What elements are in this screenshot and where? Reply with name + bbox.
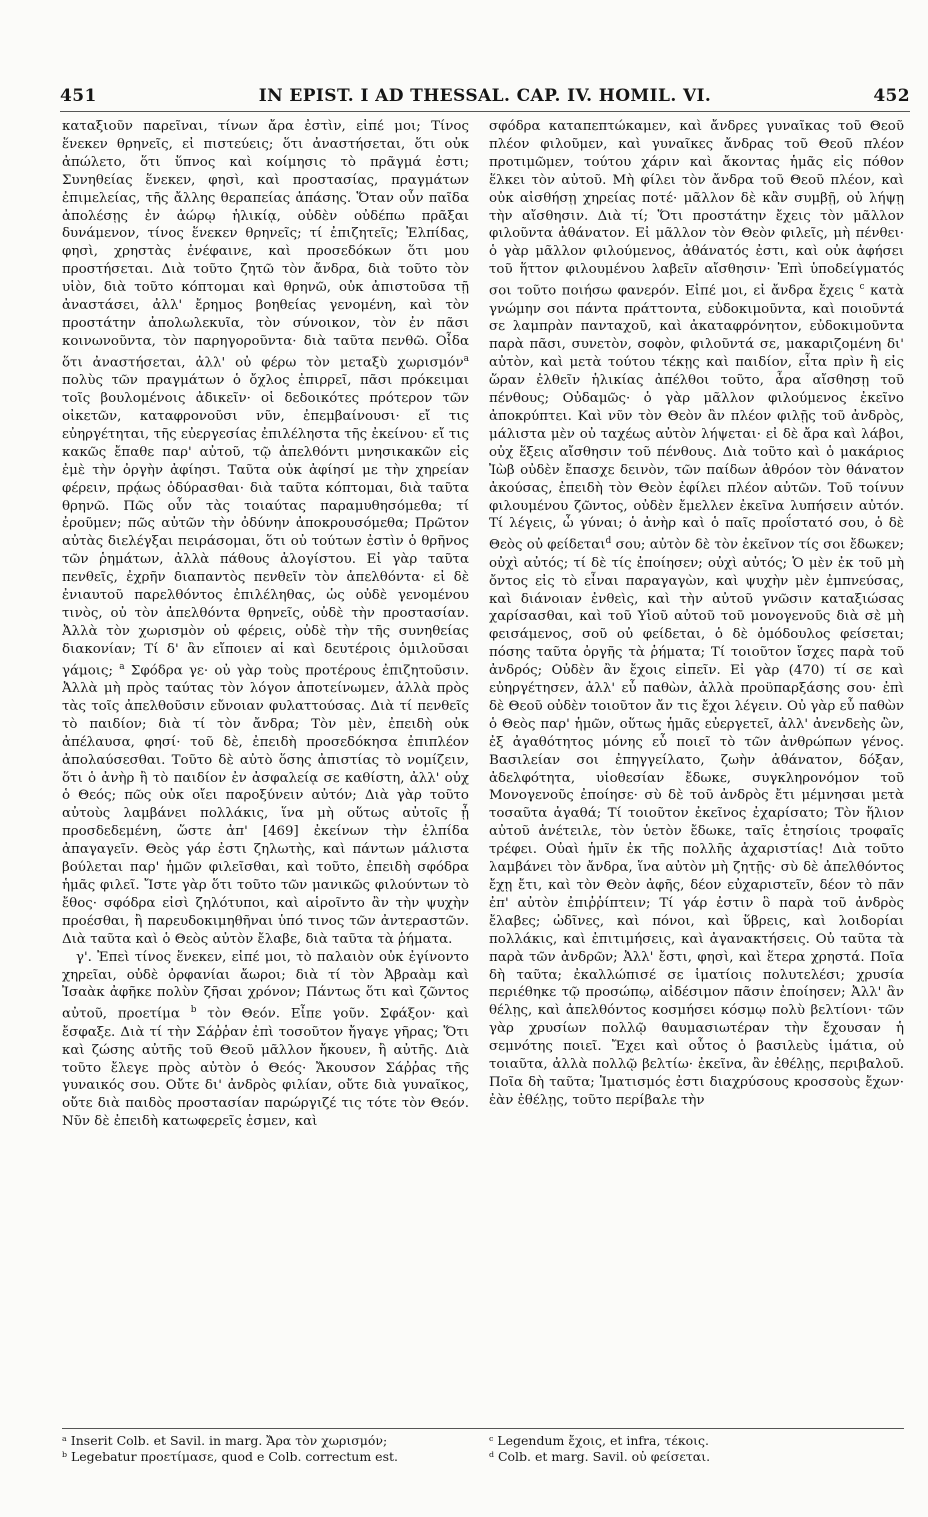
footnotes-left [62,1433,469,1465]
footnote-b: ᵇ Legebatur προετίμασε, quod e Colb. correctum est. [62,1449,398,1464]
page-number-left: 451 [60,86,97,106]
running-header [60,86,910,110]
left-paragraph-2: γ'. Ἐπεὶ τίνος ἕνεκεν, εἰπέ μοι, τὸ παλαιὸν οὐκ ἐγίνοντο χηρεῖαι, οὐδὲ ὀρφανίαι ἄωροι; διὰ τί τὸν Ἀβραὰμ καὶ Ἰσαὰκ ἀφῆκε πολὺν ζῆσαι χρόνον; Πάντως ὅτι καὶ ζῶντος αὐτοῦ, προετίμα $^b$ τὸν Θεόν. Εἶπε γοῦν. Σφάξον· καὶ ἔσφαξε. Διὰ τί τὴν Σάῤῥαν ἐπὶ τοσοῦτον ἤγαγε γῆρας; Ὅτι καὶ ζώσης αὐτῆς τοῦ Θεοῦ μᾶλλον ἤκουεν, ἢ αὐτῆς. Διὰ τοῦτο ἔλεγε πρὸς αὐτὸν ὁ Θεός· Ἄκουσον Σάῤῥας τῆς γυναικός σου. Οὔτε δι' ἀνδρὸς φιλίαν, οὔτε διὰ γυναῖκος, οὔτε διὰ παιδὸς προστασίαν παρώργιζέ τις τότε τὸν Θεόν. Νῦν δὲ ἐπειδὴ κατωφερεῖς ἐσμεν, καὶ [62,949,469,1130]
right-column [489,118,904,1218]
footnote-d: ᵈ Colb. et marg. Savil. οὐ φείσεται. [489,1449,711,1464]
footnote-c: ᶜ Legendum ἔχοις, et infra, τέκοις. [489,1433,710,1448]
right-paragraph-1: σφόδρα καταπεπτώκαμεν, καὶ ἄνδρες γυναῖκας τοῦ Θεοῦ πλέον φιλοῦμεν, καὶ γυναῖκες ἄνδρας τοῦ Θεοῦ πλέον προτιμῶμεν, τούτου χάριν καὶ ἄκοντας ἡμᾶς εἰς πόθον ἕλκει τὸν αὐτοῦ. Μὴ φίλει τὸν ἄνδρα τοῦ Θεοῦ πλέον, καὶ οὐκ αἰσθήσῃ χηρείας ποτέ· μᾶλλον δὲ κἂν συμβῇ, οὐ λήψῃ τὴν αἴσθησιν. Διὰ τί; Ὅτι προστάτην ἔχεις τὸν μᾶλλον φιλοῦντα ἀθάνατον. Εἰ μᾶλλον τὸν Θεὸν φιλεῖς, μὴ πένθει· ὁ γὰρ μᾶλλον φιλούμενος, ἀθάνατός ἐστι, καὶ οὐκ ἀφήσει τοῦ ἥττον φιλουμένου λαβεῖν αἴσθησιν· Ἐπὶ ὑποδείγματός σοι τοῦτο ποιήσω φανερόν. Εἰπέ μοι, εἰ ἄνδρα ἔχεις $^c$ κατὰ γνώμην σοι πάντα πράττοντα, εὐδοκιμοῦντα, καὶ ποιοῦντά σε λαμπρὰν πανταχοῦ, καὶ ἀκαταφρόνητον, εὐδοκιμοῦντα παρὰ πᾶσι, συνετὸν, σοφὸν, φιλοῦντά σε, μακαριζομένη δι' αὐτὸν, καὶ μετὰ τούτου τέκῃς καὶ παιδίον, εἶτα πρὶν ἢ εἰς ὥραν ἐλθεῖν ἡλικίας ἀπέλθοι τοῦτο, ἆρα αἴσθησῃ τοῦ πένθους; Οὐδαμῶς· ὁ γὰρ μᾶλλον φιλούμενος ἐκεῖνο ἀποκρύπτει. Καὶ νῦν τὸν Θεὸν ἂν πλέον φιλῇς τοῦ ἀνδρὸς, μάλιστα μὲν οὐ ταχέως αὐτὸν λήψεται· εἰ δὲ ἄρα καὶ λάβοι, οὐχ ἕξεις αἴσθησιν τοῦ πένθους. Διὰ τοῦτο καὶ ὁ μακάριος Ἰὼβ οὐδὲν ἔπασχε δεινὸν, τῶν παίδων ἀθρόον τὸν θάνατον ἀκούσας, ἐπειδὴ τὸν Θεὸν ἐφίλει πλέον αὐτῶν. Τοῦ τοίνυν φιλουμένου ζῶντος, οὐδὲν ἔμελλεν ἐκεῖνα λυπήσειν αὐτόν. Τί λέγεις, ὦ γύναι; ὁ ἀνὴρ καὶ ὁ παῖς προΐστατό σου, ὁ δὲ Θεὸς οὐ φείδεται$^d$ σου; αὐτὸν δὲ τὸν ἐκεῖνον τίς σοι ἔδωκεν; οὐχὶ αὐτός; τί δὲ τίς ἐποίησεν; οὐχὶ αὐτός; Ὁ μὲν ἐκ τοῦ μὴ ὄντος εἰς τὸ εἶναι παραγαγὼν, καὶ ψυχὴν μὲν ἐμπνεύσας, καὶ διάνοιαν ἐνθεὶς, καὶ τὴν αὐτοῦ γνῶσιν καταξιώσας χαρίσασθαι, καὶ τοῦ Υἱοῦ αὐτοῦ τοῦ μονογενοῦς διὰ σὲ μὴ φεισάμενος, σοῦ οὐ φείδεται, ὁ δὲ ὁμόδουλος φείσεται; πόσης ταῦτα ὀργῆς τὰ ῥήματα; Τί τοιοῦτον ἴσχες παρὰ τοῦ ἀνδρός; Οὐδὲν ἂν ἔχοις εἰπεῖν. Εἰ γὰρ (470) τί σε καὶ εὐηργέτησεν, ἀλλ' εὖ παθὼν, ἀλλὰ προϋπαρξάσης σου· ἐπὶ δὲ Θεοῦ οὐδὲν τοιοῦτον ἄν τις ἔχοι λέγειν. Οὐ γὰρ εὖ παθὼν ὁ Θεὸς παρ' ἡμῶν, οὕτως ἡμᾶς εὐεργετεῖ, ἀλλ' ἀνενδεὴς ὢν, ἐξ ἀγαθότητος μόνης εὖ ποιεῖ τὸ τῶν ἀνθρώπων γένος. Βασιλείαν σοι ἐπηγγείλατο, ζωὴν ἀθάνατον, δόξαν, ἀδελφότητα, υἱοθεσίαν ἔδωκε, συγκληρονόμον τοῦ Μονογενοῦς ἐποίησε· σὺ δὲ τοῦ ἀνδρὸς ἔτι μέμνησαι μετὰ τοσαῦτα ἀγαθά; Τί τοιοῦτον ἐκεῖνος ἐχαρίσατο; Τὸν ἥλιον αὐτοῦ ἀνέτειλε, τὸν ὑετὸν ἔδωκε, ταῖς ἐτησίοις τροφαῖς τρέφει. Οὐαὶ ἡμῖν ἐκ τῆς πολλῆς ἀχαριστίας! Διὰ τοῦτο λαμβάνει τὸν ἄνδρα, ἵνα αὐτὸν μὴ ζητῇς· σὺ δὲ ἀπελθόντος ἔχῃ ἔτι, καὶ τὸν Θεὸν ἀφῆς, δέον εὐχαριστεῖν, δέον τὸ πᾶν ἐπ' αὐτὸν ἐπιῤῥίπτειν; Τί γάρ ἐστιν ὃ παρὰ τοῦ ἀνδρὸς ἔλαβες; ὠδῖνες, καὶ πόνοι, καὶ ὕβρεις, καὶ λοιδορίαι πολλάκις, καὶ ἐπιτιμήσεις, καὶ ἀγανακτήσεις. Οὐ ταῦτα τὰ παρὰ τῶν ἀνδρῶν; Ἀλλ' ἔστι, φησὶ, καὶ ἕτερα χρηστά. Ποῖα δὴ ταῦτα; ἐκαλλώπισέ σε ἱματίοις πολυτελέσι; χρυσία περιέθηκε τῷ προσώπῳ, αἰδέσιμον πᾶσιν ἐποίησεν; Ἀλλ' ἂν θέλῃς, καὶ ἀπελθόντος κοσμήσει κόσμῳ πολὺ βελτίονι· τῶν γὰρ χρυσίων πολλῷ θαυμασιωτέραν τὴν ἔχουσαν ἡ σεμνότης ποιεῖ. Ἔχει καὶ οὗτος ὁ βασιλεὺς ἱμάτια, οὐ τοιαῦτα, ἀλλὰ πολλῷ βελτίω· ἐκεῖνα, ἂν ἐθέλῃς, περιβαλοῦ. Ποῖα δὴ ταῦτα; Ἱματισμός ἐστι διαχρύσους κροσσοὺς ἔχων· ἐὰν ἐθέλῃς, τοῦτο περίβαλε τὴν [489,119,904,1108]
header-rule [60,111,910,112]
left-paragraph-1: καταξιοῦν παρεῖναι, τίνων ἄρα ἐστὶν, εἰπέ μοι; Τίνος ἕνεκεν θρηνεῖς, εἰ πιστεύεις; ὅτι ἀναστήσεται, ὅτι οὐκ ἀπώλετο, ὅτι ὕπνος καὶ κοίμησις τὸ πρᾶγμά ἐστι; Συνηθείας ἕνεκεν, φησὶ, καὶ προστασίας, πραγμάτων ἐπιμελείας, τῆς ἄλλης θεραπείας ἁπάσης. Ὅταν οὖν παῖδα ἀπολέσῃς ἐν ἀώρῳ ἡλικίᾳ, οὐδὲν οὐδέπω πρᾶξαι δυνάμενον, τίνος ἕνεκεν θρηνεῖς; τί ἐπιζητεῖς; Ἐλπίδας, φησὶ, χρηστὰς ἐνέφαινε, καὶ προσεδόκων ὅτι μου προστήσεται. Διὰ τοῦτο ζητῶ τὸν ἄνδρα, διὰ τοῦτο τὸν υἱὸν, διὰ τοῦτο κόπτομαι καὶ θρηνῶ, οὐκ ἀπιστοῦσα τῇ ἀναστάσει, ἀλλ' ἔρημος βοηθείας γενομένη, καὶ τὸν προστάτην ἀπολωλεκυῖα, τὸν σύνοικον, τὸν ἐν πᾶσι κοινωνοῦντα, τὸν παρηγοροῦντα· διὰ ταῦτα πενθῶ. Οἶδα ὅτι ἀναστήσεται, ἀλλ' οὐ φέρω τὸν μεταξὺ χωρισμόν$^a$ πολὺς τῶν πραγμάτων ὁ ὄχλος ἐπιρρεῖ, πᾶσι πρόκειμαι τοῖς βουλομένοις ἀδικεῖν· οἱ δεδοικότες πρότερον τῶν οἰκετῶν, καταφρονοῦσι νῦν, ἐπεμβαίνουσι· εἴ τις εὐηργέτηται, τῆς εὐεργεσίας ἐπιλέληστα τῆς ἐκείνου· εἴ τις κακῶς ἔπαθε παρ' αὐτοῦ, τῷ ἀπελθόντι μνησικακῶν εἰς ἐμὲ τὴν ὀργὴν ἀφίησι. Ταῦτα οὐκ ἀφίησί με τὴν χηρείαν φέρειν, πρᾴως ὀδύρασθαι· διὰ ταῦτα κόπτομαι, διὰ ταῦτα θρηνῶ. Πῶς οὖν τὰς τοιαύτας παραμυθησόμεθα; τί ἐροῦμεν; πῶς αὐτῶν τὴν ὀδύνην ἀποκρουσόμεθα; Πρῶτον αὐτὰς διελέγξαι πειράσομαι, ὅτι οὐ τούτων ἐστὶν ὁ θρῆνος τῶν ῥημάτων, ἀλλὰ πάθους ἀλογίστου. Εἰ γὰρ ταῦτα πενθεῖς, ἐχρῆν διαπαντὸς πενθεῖν τὸν ἀπελθόντα· εἰ δὲ ἐνιαυτοῦ παρελθόντος ἐπιλέληθας, ὡς οὐδὲ γενομένου τινὸς, οὐ τὸν ἀπελθόντα θρηνεῖς, οὐδὲ τὴν προστασίαν. Ἀλλὰ τὸν χωρισμὸν οὐ φέρεις, οὐδὲ τὴν τῆς συνηθείας διακονίαν; Τί δ' ἂν εἴποιεν αἱ καὶ δευτέροις ὁμιλοῦσαι γάμοις; $^a$ Σφόδρα γε· οὐ γὰρ τοὺς προτέρους ἐπιζητοῦσιν. Ἀλλὰ μὴ πρὸς ταύτας τὸν λόγον ἀποτείνωμεν, ἀλλὰ πρὸς τὰς τοῖς ἀπελθοῦσιν εὔνοιαν φυλαττούσας. Διὰ τί πενθεῖς τὸ παιδίον; διὰ τί τὸν ἄνδρα; Τὸν μὲν, ἐπειδὴ οὐκ ἀπέλαυσα, φησί· τοῦ δὲ, ἐπειδὴ προσεδόκησα ἐπιπλέον ἀπολαύσεσθαι. Τοῦτο δὲ αὐτὸ ὅσης ἀπιστίας τὸ νομίζειν, ὅτι ὁ ἀνὴρ ἢ τὸ παιδίον ἐν ἀσφαλείᾳ σε καθίστη, ἀλλ' οὐχ ὁ Θεός; πῶς οὐκ οἴει παροξύνειν αὐτόν; Διὰ γὰρ τοῦτο αὐτοὺς λαμβάνει πολλάκις, ἵνα μὴ οὕτως αὐτοῖς ᾖ προσδεδεμένη, ὥστε ἀπ' [469] ἐκείνων τὴν ἐλπίδα ἀπαγαγεῖν. Θεὸς γάρ ἐστι ζηλωτὴς, καὶ πάντων μάλιστα βούλεται παρ' ἡμῶν φιλεῖσθαι, καὶ τοῦτο, ἐπειδὴ σφόδρα ἡμᾶς φιλεῖ. Ἴστε γὰρ ὅτι τοῦτο τῶν μανικῶς φιλούντων τὸ ἔθος· σφόδρα εἰσὶ ζηλότυποι, καὶ αἱροῖντο ἂν τὴν ψυχὴν προέσθαι, ἢ παρευδοκιμηθῆναι ὑπό τινος τῶν ἀντεραστῶν. Διὰ ταῦτα καὶ ὁ Θεὸς αὐτὸν ἔλαβε, διὰ ταῦτα τὰ ῥήματα. [62,119,469,947]
footnote-rule [62,1428,904,1429]
footnotes-right [489,1433,904,1465]
running-title: IN EPIST. I AD THESSAL. CAP. IV. HOMIL. VI. [258,86,712,106]
left-column [62,118,469,1218]
page-number-right: 452 [873,86,910,106]
footnote-a: ᵃ Inserit Colb. et Savil. in marg. Ἄρα τὸν χωρισμόν; [62,1433,388,1448]
